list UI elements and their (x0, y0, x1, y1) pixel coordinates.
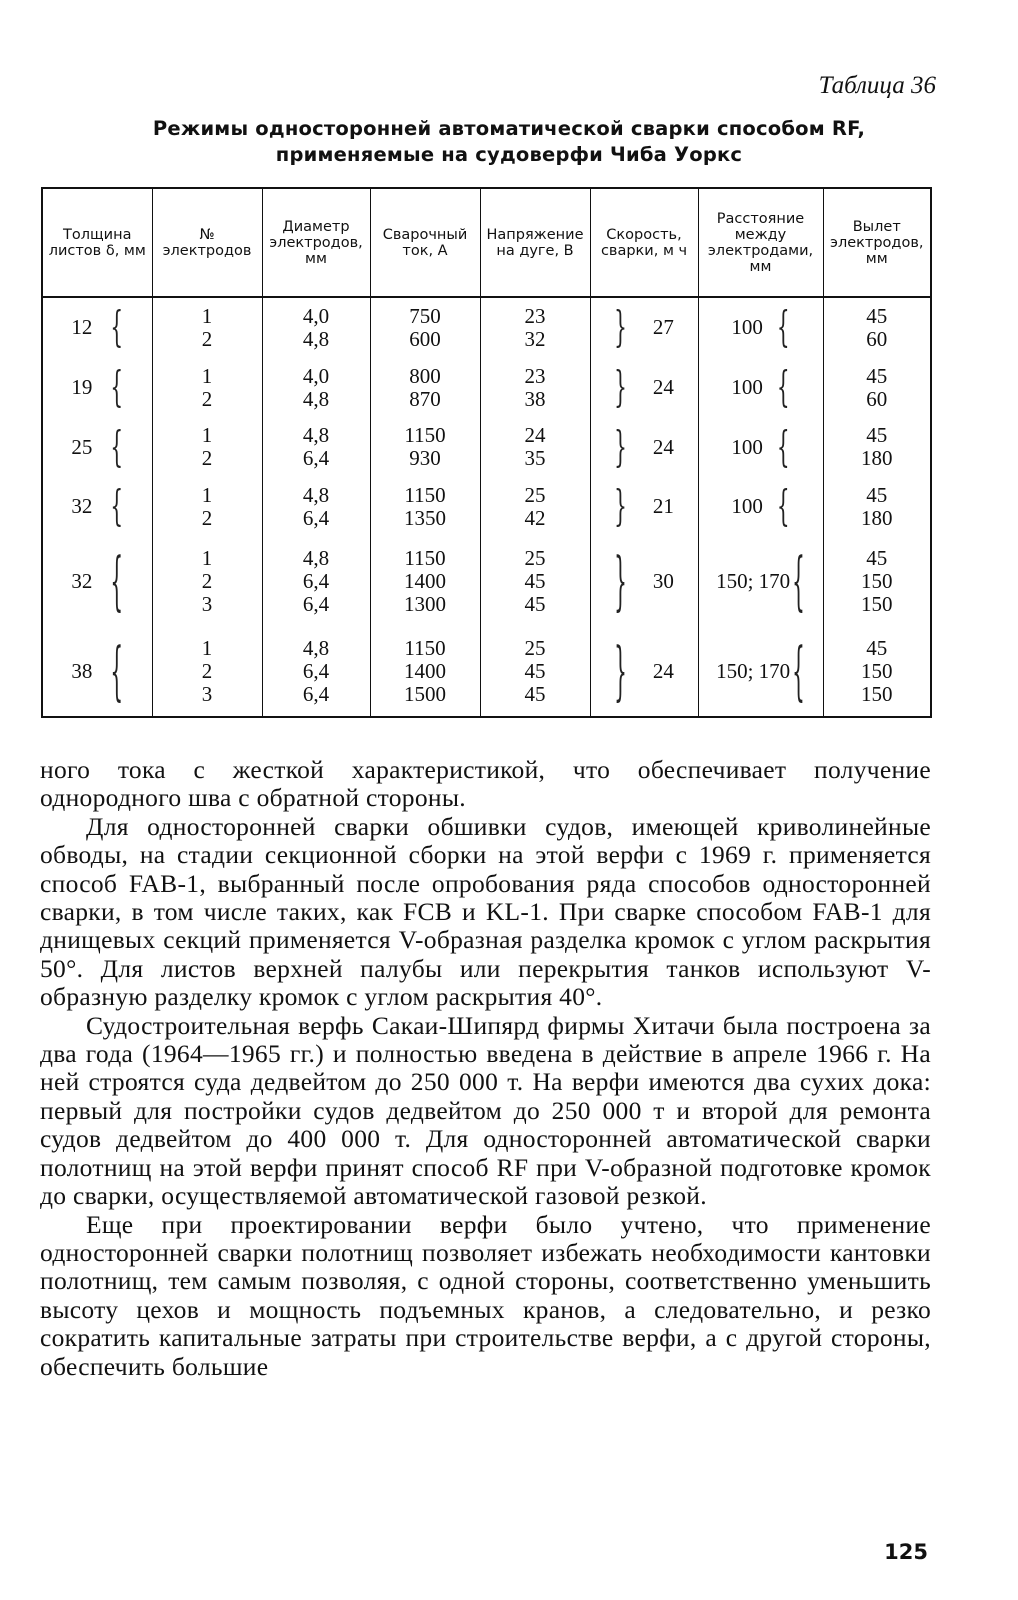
extension-group (824, 305, 931, 351)
cell-diameter (262, 358, 370, 418)
cell-speed (590, 418, 698, 478)
electrode-number-group (153, 547, 262, 616)
cell-speed (590, 477, 698, 537)
diameter-value: 6,4 (302, 505, 330, 530)
cell-extension (823, 358, 931, 418)
voltage-values (525, 637, 546, 706)
voltage-value: 25 (524, 635, 546, 660)
extension-value: 60 (866, 386, 888, 411)
table-body (42, 297, 931, 717)
paragraph-sakai-shipyard: Судостроительная верфь Сакаи-Шипярд фирмы Хитачи была построена за два года (1964—1965 гг.) и полностью введена в действие в апреле 1966 г. На ней строятся суда дедвейтом до 250 000 т. На верфи имеются два сухих дока: первый для постройки судов дедвейтом до 250 000 т и второй для ремонта судов дедвейтом до 400 000 т. Для односторонней автоматической сварки полотнищ на этой верфи принят способ RF при V-образной подготовке кромок до сварки, осуществляемой автоматической газовой резкой. (40, 1010, 931, 1211)
electrode-number-value: 2 (201, 658, 213, 683)
cell-thickness (42, 297, 152, 358)
voltage-value: 25 (524, 546, 546, 571)
caption-line-1: Режимы односторонней автоматической сварки способом RF, (152, 117, 866, 140)
cell-distance (698, 626, 823, 717)
electrode-number-value: 2 (201, 446, 213, 471)
diameter-value: 6,4 (302, 681, 330, 706)
body-text (40, 756, 931, 1381)
left-brace-icon: { (776, 480, 790, 532)
extension-values (866, 365, 887, 411)
voltage-value: 35 (524, 446, 546, 471)
current-value: 750 (409, 303, 441, 328)
voltage-group (481, 365, 590, 411)
diameter-value: 4,8 (302, 546, 330, 571)
current-values (404, 424, 445, 470)
voltage-value: 32 (524, 326, 546, 351)
right-brace-icon: } (614, 480, 627, 532)
diameter-value: 4,0 (302, 303, 330, 328)
thickness-value: 25 (71, 434, 93, 459)
distance-group (699, 480, 823, 532)
speed-group (591, 631, 698, 708)
cell-speed (590, 537, 698, 626)
electrode-number-values (202, 305, 213, 351)
column-header-thickness: Толщина листов δ, мм (42, 188, 152, 297)
electrode-number-value: 2 (201, 569, 213, 594)
extension-values (866, 305, 887, 351)
voltage-values (525, 547, 546, 616)
speed-value: 21 (652, 494, 674, 519)
voltage-values (525, 484, 546, 530)
distance-value: 100 (731, 375, 763, 400)
voltage-values (525, 365, 546, 411)
welding-modes-table (41, 187, 932, 718)
current-value: 870 (409, 386, 441, 411)
cell-distance (698, 297, 823, 358)
voltage-value: 25 (524, 482, 546, 507)
current-value: 1350 (404, 505, 446, 530)
diameter-values (303, 547, 329, 616)
voltage-value: 38 (524, 386, 546, 411)
extension-value: 150 (861, 658, 893, 683)
diameter-value: 4,0 (302, 363, 330, 388)
voltage-values (525, 424, 546, 470)
voltage-group (481, 305, 590, 351)
current-value: 1500 (404, 681, 446, 706)
cell-thickness (42, 418, 152, 478)
paragraph-design: Еще при проектировании верфи было учтено, что применение односторонней сварки полотнищ позволяет избежать необходимости кантовки полотнищ, тем самым позволяя, с одной стороны, соответственно уменьшить высоту цехов и мощность подъемных кранов, а следовательно, и резко сократить капитальные затраты при строительстве верфи, а с другой стороны, обеспечить большие (40, 1209, 931, 1381)
page-number: 125 (884, 1540, 928, 1564)
speed-value: 24 (652, 434, 674, 459)
diameter-values (303, 637, 329, 706)
right-brace-icon: } (614, 421, 627, 472)
diameter-group (263, 305, 370, 351)
current-values (404, 637, 446, 706)
current-value: 1300 (404, 592, 446, 617)
electrode-number-group (153, 365, 262, 411)
electrode-number-value: 1 (201, 303, 213, 328)
caption-line-2: применяемые на судоверфи Чиба Уоркс (275, 143, 743, 166)
cell-diameter (262, 418, 370, 478)
left-brace-icon: { (776, 421, 790, 472)
cell-diameter (262, 537, 370, 626)
column-header-diameter: Диаметр электродов, мм (262, 188, 370, 297)
current-values (404, 484, 446, 530)
current-values (409, 305, 441, 351)
electrode-number-group (153, 305, 262, 351)
cell-electrode-numbers (152, 358, 262, 418)
extension-values (861, 424, 893, 470)
column-header-electrode-number: № электродов (152, 188, 262, 297)
cell-speed (590, 358, 698, 418)
diameter-group (263, 424, 370, 470)
thickness-value: 38 (71, 658, 93, 683)
diameter-values (303, 365, 329, 411)
electrode-number-value: 3 (201, 681, 213, 706)
cell-thickness (42, 537, 152, 626)
cell-voltage (480, 626, 590, 717)
table-header-row (42, 188, 931, 297)
table-row (42, 626, 931, 717)
extension-group (824, 365, 931, 411)
electrode-number-value: 1 (201, 635, 213, 660)
extension-value: 180 (861, 505, 893, 530)
diameter-values (303, 424, 329, 470)
diameter-group (263, 484, 370, 530)
current-group (371, 484, 480, 530)
diameter-value: 4,8 (302, 482, 330, 507)
cell-voltage (480, 297, 590, 358)
current-value: 1400 (404, 569, 446, 594)
cell-thickness (42, 358, 152, 418)
diameter-group (263, 547, 370, 616)
cell-electrode-numbers (152, 418, 262, 478)
distance-value: 100 (731, 494, 763, 519)
left-brace-icon: { (776, 361, 790, 412)
cell-current (370, 297, 480, 358)
cell-distance (698, 418, 823, 478)
voltage-value: 24 (524, 423, 546, 448)
extension-group (824, 484, 931, 530)
cell-speed (590, 626, 698, 717)
column-header-electrode-distance: Расстояние между электродами, мм (698, 188, 823, 297)
voltage-group (481, 637, 590, 706)
column-header-speed: Скорость, сварки, м ч (590, 188, 698, 297)
thickness-group (43, 631, 152, 708)
column-header-electrode-extension: Вылет электродов, мм (823, 188, 931, 297)
cell-thickness (42, 626, 152, 717)
table-row (42, 297, 931, 358)
left-brace-icon: { (110, 541, 124, 619)
extension-value: 45 (866, 482, 888, 507)
voltage-value: 23 (524, 303, 546, 328)
table-caption (40, 116, 978, 168)
current-value: 930 (409, 446, 441, 471)
voltage-values (525, 305, 546, 351)
extension-group (824, 424, 931, 470)
left-brace-icon: { (110, 361, 124, 412)
current-group (371, 424, 480, 470)
cell-extension (823, 297, 931, 358)
voltage-value: 45 (524, 569, 546, 594)
voltage-group (481, 424, 590, 470)
extension-value: 45 (866, 546, 888, 571)
thickness-group (43, 421, 152, 472)
cell-electrode-numbers (152, 626, 262, 717)
left-brace-icon: { (110, 421, 124, 472)
voltage-value: 23 (524, 363, 546, 388)
electrode-number-value: 1 (201, 363, 213, 388)
paragraph-continuation: ного тока с жесткой характеристикой, что обеспечивает получение однородного шва с обратной стороны. (40, 755, 931, 813)
electrode-number-value: 1 (201, 546, 213, 571)
current-value: 600 (409, 326, 441, 351)
speed-group (591, 361, 698, 412)
electrode-number-value: 1 (201, 482, 213, 507)
diameter-value: 6,4 (302, 569, 330, 594)
extension-value: 60 (866, 326, 888, 351)
current-value: 1400 (404, 658, 446, 683)
distance-group (699, 631, 823, 708)
table-row (42, 418, 931, 478)
cell-diameter (262, 297, 370, 358)
diameter-values (303, 305, 329, 351)
thickness-group (43, 480, 152, 532)
diameter-value: 6,4 (302, 658, 330, 683)
extension-value: 45 (866, 635, 888, 660)
current-group (371, 365, 480, 411)
thickness-group (43, 361, 152, 412)
right-brace-icon: } (614, 361, 627, 412)
electrode-number-values (202, 637, 213, 706)
voltage-value: 45 (524, 658, 546, 683)
paragraph-fab1: Для односторонней сварки обшивки судов, имеющей криволинейные обводы, на стадии секционной сборки на этой верфи с 1969 г. применяется способ FAB-1, выбранный после опробования ряда способов односторонней сварки, в том числе таких, как FCB и KL-1. При сварке способом FAB-1 для днищевых секций применяется V-образная разделка кромок с углом раскрытия 50°. Для листов верхней палубы или перекрытия танков используют V-образную разделку кромок с углом раскрытия 40°. (40, 811, 931, 1012)
electrode-number-group (153, 484, 262, 530)
extension-value: 180 (861, 446, 893, 471)
electrode-number-value: 2 (201, 326, 213, 351)
thickness-value: 32 (71, 494, 93, 519)
diameter-value: 4,8 (302, 326, 330, 351)
voltage-value: 45 (524, 592, 546, 617)
current-values (404, 547, 446, 616)
cell-current (370, 477, 480, 537)
cell-distance (698, 537, 823, 626)
speed-value: 24 (652, 658, 674, 683)
diameter-value: 4,8 (302, 635, 330, 660)
left-brace-icon: { (776, 301, 790, 353)
current-group (371, 305, 480, 351)
cell-voltage (480, 477, 590, 537)
cell-extension (823, 537, 931, 626)
extension-value: 150 (861, 569, 893, 594)
distance-value: 150; 170 (716, 569, 791, 594)
table-row (42, 537, 931, 626)
diameter-value: 4,8 (302, 386, 330, 411)
electrode-number-values (202, 484, 213, 530)
electrode-number-value: 1 (201, 423, 213, 448)
speed-group (591, 480, 698, 532)
extension-values (861, 484, 893, 530)
cell-current (370, 537, 480, 626)
cell-current (370, 418, 480, 478)
thickness-value: 12 (71, 315, 93, 340)
voltage-value: 45 (524, 681, 546, 706)
current-values (409, 365, 441, 411)
cell-diameter (262, 477, 370, 537)
electrode-number-values (202, 547, 213, 616)
speed-group (591, 541, 698, 619)
speed-value: 27 (652, 315, 674, 340)
extension-group (824, 637, 931, 706)
voltage-value: 42 (524, 505, 546, 530)
cell-distance (698, 358, 823, 418)
electrode-number-group (153, 424, 262, 470)
left-brace-icon: { (792, 631, 805, 708)
electrode-number-value: 2 (201, 386, 213, 411)
thickness-group (43, 301, 152, 353)
cell-voltage (480, 418, 590, 478)
table-row (42, 477, 931, 537)
cell-electrode-numbers (152, 297, 262, 358)
speed-group (591, 421, 698, 472)
left-brace-icon: { (110, 631, 124, 708)
cell-extension (823, 477, 931, 537)
distance-value: 150; 170 (716, 658, 791, 683)
electrode-number-value: 3 (201, 592, 213, 617)
diameter-value: 4,8 (302, 423, 330, 448)
current-group (371, 547, 480, 616)
extension-value: 45 (866, 303, 888, 328)
speed-value: 24 (652, 375, 674, 400)
diameter-group (263, 365, 370, 411)
current-value: 800 (409, 363, 441, 388)
extension-value: 150 (861, 592, 893, 617)
extension-value: 150 (861, 681, 893, 706)
thickness-value: 19 (71, 375, 93, 400)
cell-extension (823, 418, 931, 478)
electrode-number-values (202, 365, 213, 411)
distance-group (699, 361, 823, 412)
electrode-number-values (202, 424, 213, 470)
distance-value: 100 (731, 434, 763, 459)
diameter-value: 6,4 (302, 592, 330, 617)
diameter-value: 6,4 (302, 446, 330, 471)
extension-value: 45 (866, 423, 888, 448)
column-header-voltage: Напряжение на дуге, В (480, 188, 590, 297)
speed-value: 30 (652, 569, 674, 594)
current-value: 1150 (404, 482, 446, 507)
table-row (42, 358, 931, 418)
cell-diameter (262, 626, 370, 717)
distance-value: 100 (731, 315, 763, 340)
right-brace-icon: } (614, 631, 627, 708)
extension-value: 45 (866, 363, 888, 388)
current-value: 1150 (404, 423, 446, 448)
current-value: 1150 (404, 635, 446, 660)
cell-speed (590, 297, 698, 358)
cell-current (370, 626, 480, 717)
cell-thickness (42, 477, 152, 537)
right-brace-icon: } (614, 301, 627, 353)
current-value: 1150 (404, 546, 446, 571)
cell-extension (823, 626, 931, 717)
right-brace-icon: } (614, 541, 627, 619)
electrode-number-group (153, 637, 262, 706)
distance-group (699, 301, 823, 353)
cell-voltage (480, 537, 590, 626)
diameter-values (303, 484, 329, 530)
distance-group (699, 541, 823, 619)
left-brace-icon: { (110, 301, 124, 353)
cell-electrode-numbers (152, 537, 262, 626)
extension-values (861, 547, 893, 616)
cell-current (370, 358, 480, 418)
cell-voltage (480, 358, 590, 418)
cell-distance (698, 477, 823, 537)
distance-group (699, 421, 823, 472)
thickness-value: 32 (71, 569, 93, 594)
cell-electrode-numbers (152, 477, 262, 537)
speed-group (591, 301, 698, 353)
extension-group (824, 547, 931, 616)
left-brace-icon: { (792, 541, 805, 619)
extension-values (861, 637, 893, 706)
diameter-group (263, 637, 370, 706)
thickness-group (43, 541, 152, 619)
table-number-label: Таблица 36 (818, 72, 936, 99)
electrode-number-value: 2 (201, 505, 213, 530)
column-header-current: Сварочный ток, А (370, 188, 480, 297)
current-group (371, 637, 480, 706)
voltage-group (481, 547, 590, 616)
left-brace-icon: { (110, 480, 124, 532)
voltage-group (481, 484, 590, 530)
